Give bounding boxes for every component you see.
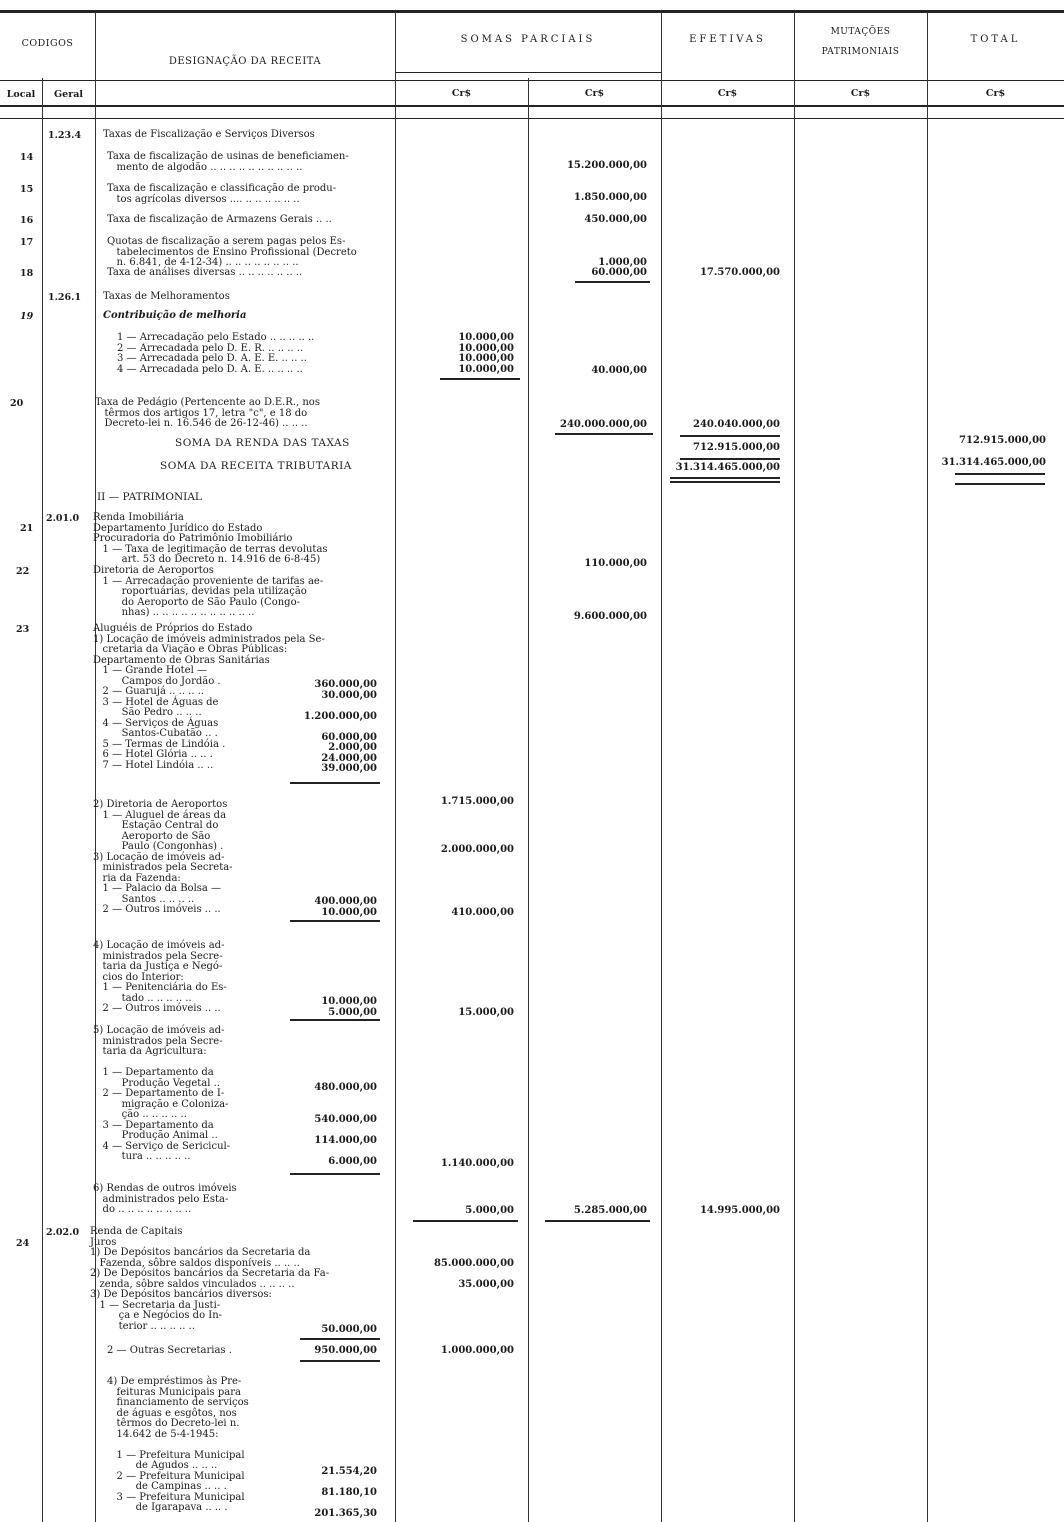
soma-taxas-efet: 712.915.000,00 [693, 442, 780, 453]
underline-20 [555, 433, 653, 435]
text-22: Diretoria de Aeroportos 1 — Arrecadação proveniente de tarifas ae- roportuárias, devidas pela utilização do Aeroporto de São Paulo (Congo- nhas) .. .. .. .. .. .. .. .. .. .. .. [93, 565, 324, 618]
local-18: 18 [20, 268, 34, 279]
val-15: 1.850.000,00 [573, 192, 647, 203]
text-24: Renda de Capitais Juros 1) De Depósitos bancários da Secretaria da Fazenda, sôbre saldos disponíveis .. .. .. 2) De Depósitos bancários da Secretaria da Fa- zenda, sôbre saldos vinculados .. .. .. .. 3) De Depósitos bancários diversos: 1 — Secretaria da Justi- ça e Negócios do In- terior .. .. .. .. .. [90, 1226, 330, 1332]
val-24-4: 950.000,00 [314, 1345, 377, 1356]
col-line-parciais [528, 78, 529, 1522]
header-bottom-rule [0, 105, 1064, 107]
val-outros: 5.000,00 [465, 1205, 514, 1216]
underline-justica [290, 1019, 380, 1021]
local-19: 19 [20, 311, 34, 322]
codigos-header: CODIGOS [21, 38, 74, 49]
soma-taxas-label: SOMA DA RENDA DAS TAXAS [175, 437, 350, 449]
underline-18 [575, 281, 650, 283]
text-agricultura: 5) Locação de imóveis ad- ministrados pela Secre- taria da Agricultura: 1 — Departamento da Produção Vegetal .. 2 — Departamento de I- migração e Coloniza- ção .. .. .. .. .. 3 — Departamento da Produção Animal .. 4 — Serviço de Sericicul- tura .. .. .. .. .. [93, 1025, 231, 1162]
local-20: 20 [10, 398, 24, 409]
double-rule-c [955, 473, 1045, 475]
section-patrimonial: II — PATRIMONIAL [97, 491, 202, 503]
col-line-mutacoes [927, 12, 928, 1522]
efetivas-header: EFETIVAS [689, 34, 766, 45]
val-aero: 2.000.000,00 [440, 844, 514, 855]
val-17: 1.000,00 [598, 257, 647, 268]
col-line-efetivas [794, 12, 795, 1522]
header-mid-rule [0, 80, 1064, 81]
soma-taxas-total: 712.915.000,00 [959, 435, 1046, 446]
text-aero-fazenda: 2) Diretoria de Aeroportos 1 — Aluguel de áreas da Estação Central do Aeroporto de São Paulo (Congonhas) . 3) Locação de imóveis ad- ministrados pela Secreta- ria da Fazenda: 1 — Palacio da Bolsa — Santos .. .. .. .. 2 — Outros imóveis .. .. [93, 799, 233, 915]
text-16: Taxa de fiscalização de Armazens Gerais .. .. [107, 214, 332, 225]
local-23: 23 [16, 624, 30, 635]
items-19: 1 — Arrecadação pelo Estado .. .. .. .. .. 2 — Arrecadada pelo D. E. R. .. .. .. .. 3 — Arrecadada pelo D. A. E. E. .. .. .. 4 — Arrecadada pelo D. A. E. .. .. .. .. [117, 332, 315, 375]
currency-col2: Cr$ [584, 88, 605, 99]
currency-col3: Cr$ [717, 88, 738, 99]
underline-agricultura [290, 1173, 380, 1175]
soma-trib-label: SOMA DA RECEITA TRIBUTARIA [160, 460, 352, 472]
underline-19 [440, 378, 520, 380]
vals-fazenda: 400.000,00 10.000,00 [314, 896, 377, 918]
vals-19: 10.000,00 10.000,00 10.000,00 10.000,00 [458, 332, 514, 375]
code-2-01-0: 2.01.0 [46, 513, 80, 524]
text-justica: 4) Locação de imóveis ad- ministrados pela Secre- taria da Justiça e Negó- cios do Interior: 1 — Penitenciária do Es- tado .. .. .. .. .. 2 — Outros imóveis .. .. [93, 940, 227, 1014]
sum-fazenda: 410.000,00 [451, 907, 514, 918]
local-24: 24 [16, 1238, 30, 1249]
vals-justica: 10.000,00 5.000,00 [321, 996, 377, 1018]
col-line-local [42, 78, 43, 1522]
text-18: Taxa de análises diversas .. .. .. .. .. .. .. [107, 267, 303, 278]
underline-taxas [680, 458, 780, 460]
underline-fazenda [290, 920, 380, 922]
sum-19: 40.000,00 [591, 365, 647, 376]
code-1-23-4: 1.23.4 [48, 130, 82, 141]
designacao-header: DESIGNAÇÃO DA RECEITA [168, 56, 322, 67]
local-22: 22 [16, 566, 30, 577]
local-14: 14 [20, 152, 34, 163]
val-18: 60.000,00 [591, 267, 647, 278]
local-17: 17 [20, 237, 34, 248]
text-20: Taxa de Pedágio (Pertencente ao D.E.R., nos têrmos dos artigos 17, letra "c", e 18 do Decreto-lei n. 16.546 de 26-12-46) .. .. .. [95, 397, 320, 429]
section-taxas-fiscalizacao: Taxas de Fiscalização e Serviços Diversos [103, 129, 315, 140]
code-1-26-1: 1.26.1 [48, 292, 82, 303]
soma-trib-efet: 31.314.465.000,00 [675, 462, 780, 473]
code-2-02-0: 2.02.0 [46, 1227, 80, 1238]
sum-justica: 15.000,00 [458, 1007, 514, 1018]
vals-emprestimos: 21.554,20 81.180,10 201.365,30 [314, 1466, 377, 1519]
text-14: Taxa de fiscalização de usinas de beneficiamen- mento de algodão .. .. .. .. .. .. .. .. .. .. [107, 151, 349, 173]
header-bottom-rule-2 [0, 118, 1064, 119]
sum-agricultura: 1.140.000,00 [440, 1158, 514, 1169]
currency-col4: Cr$ [850, 88, 871, 99]
sum-outros: 5.285.000,00 [573, 1205, 647, 1216]
currency-col5: Cr$ [985, 88, 1006, 99]
text-emprestimos: 4) De empréstimos às Pre- feituras Municipais para financiamento de serviços de águas e esgôtos, nos têrmos do Decreto-lei n. 14.642 de 5-4-1945: 1 — Prefeitura Municipal de Agudos .. .. .. 2 — Prefeitura Municipal de Campinas .. .. . 3 — Prefeitura Municipal de Igarapava .. .. . [107, 1376, 249, 1513]
efet-20: 240.040.000,00 [693, 419, 780, 430]
val-22: 9.600.000,00 [573, 611, 647, 622]
text-15: Taxa de fiscalização e classificação de produ- tos agrícolas diversos .... .. .. .. .. .. .. [107, 183, 337, 205]
underline-24 [300, 1338, 380, 1340]
efet-18: 17.570.000,00 [699, 267, 780, 278]
mutacoes-header: MUTAÇÕES PATRIMONIAIS [821, 27, 900, 57]
sum-24: 1.000.000,00 [440, 1345, 514, 1356]
double-rule-d [955, 483, 1045, 485]
val-21: 110.000,00 [584, 558, 647, 569]
somas-underline [395, 72, 661, 73]
underline-outros-sum [545, 1220, 650, 1222]
sum-23: 1.715.000,00 [440, 796, 514, 807]
text-23: Aluguéis de Próprios do Estado 1) Locação de imóveis administrados pela Se- cretaria da Viação e Obras Públicas: Departamento de Obras Sanitárias 1 — Grande Hotel — Campos do Jordão . 2 — Guarujá .. .. .. .. 3 — Hotel de Águas de São Pedro .. .. .. 4 — Serviços de Águas Santos-Cubatão .. . 5 — Termas de Lindóia . 6 — Hotel Glória .. .. . 7 — Hotel Lindóia .. .. [93, 623, 325, 771]
underline-efet-20 [680, 435, 780, 437]
vals-23: 360.000,00 30.000,00 1.200.000,00 60.000,00 2.000,00 24.000,00 39.000,00 [303, 679, 377, 774]
somas-parciais-header: SOMAS PARCIAIS [460, 34, 596, 45]
soma-trib-total: 31.314.465.000,00 [941, 457, 1046, 468]
local-header: Local [6, 89, 36, 100]
double-rule-b [670, 481, 780, 483]
val-20: 240.000.000,00 [560, 419, 647, 430]
underline-outros [413, 1220, 518, 1222]
text-19: Contribuição de melhoria [103, 310, 247, 321]
text-outros-imoveis: 6) Rendas de outros imóveis administrados pelo Esta- do .. .. .. .. .. .. .. .. [93, 1183, 237, 1215]
val-24-2: 35.000,00 [458, 1279, 514, 1290]
currency-col1: Cr$ [451, 88, 472, 99]
underline-24b [300, 1360, 380, 1362]
val-14: 15.200.000,00 [566, 160, 647, 171]
text-outras-secretarias: 2 — Outras Secretarias . [107, 1345, 232, 1356]
local-21: 21 [20, 523, 34, 534]
val-24-1: 85.000.000,00 [433, 1258, 514, 1269]
local-15: 15 [20, 184, 34, 195]
val-24-3: 50.000,00 [321, 1324, 377, 1335]
geral-header: Geral [54, 89, 83, 100]
section-taxas-melhoramentos: Taxas de Melhoramentos [103, 291, 230, 302]
text-17: Quotas de fiscalização a serem pagas pelos Es- tabelecimentos de Ensino Profissional (Decreto n. 6.841, de 4-12-34) .. .. .. .. .. .. .. .. [107, 236, 357, 268]
val-16: 450.000,00 [584, 214, 647, 225]
col-line-somas [661, 12, 662, 1522]
efet-outros: 14.995.000,00 [699, 1205, 780, 1216]
underline-23 [290, 782, 380, 784]
local-16: 16 [20, 215, 34, 226]
text-21: Renda Imobiliária Departamento Jurídico do Estado Procuradoria do Patrimônio Imobiliário 1 — Taxa de legitimação de terras devolutas art. 53 do Decreto n. 14.916 de 6-8-45) [93, 512, 328, 565]
double-rule-a [670, 477, 780, 479]
top-rule [0, 10, 1064, 13]
total-header: TOTAL [970, 34, 1021, 45]
vals-agricultura: 480.000,00 540.000,00 114.000,00 6.000,00 [314, 1082, 377, 1167]
col-line-designacao [395, 12, 396, 1522]
